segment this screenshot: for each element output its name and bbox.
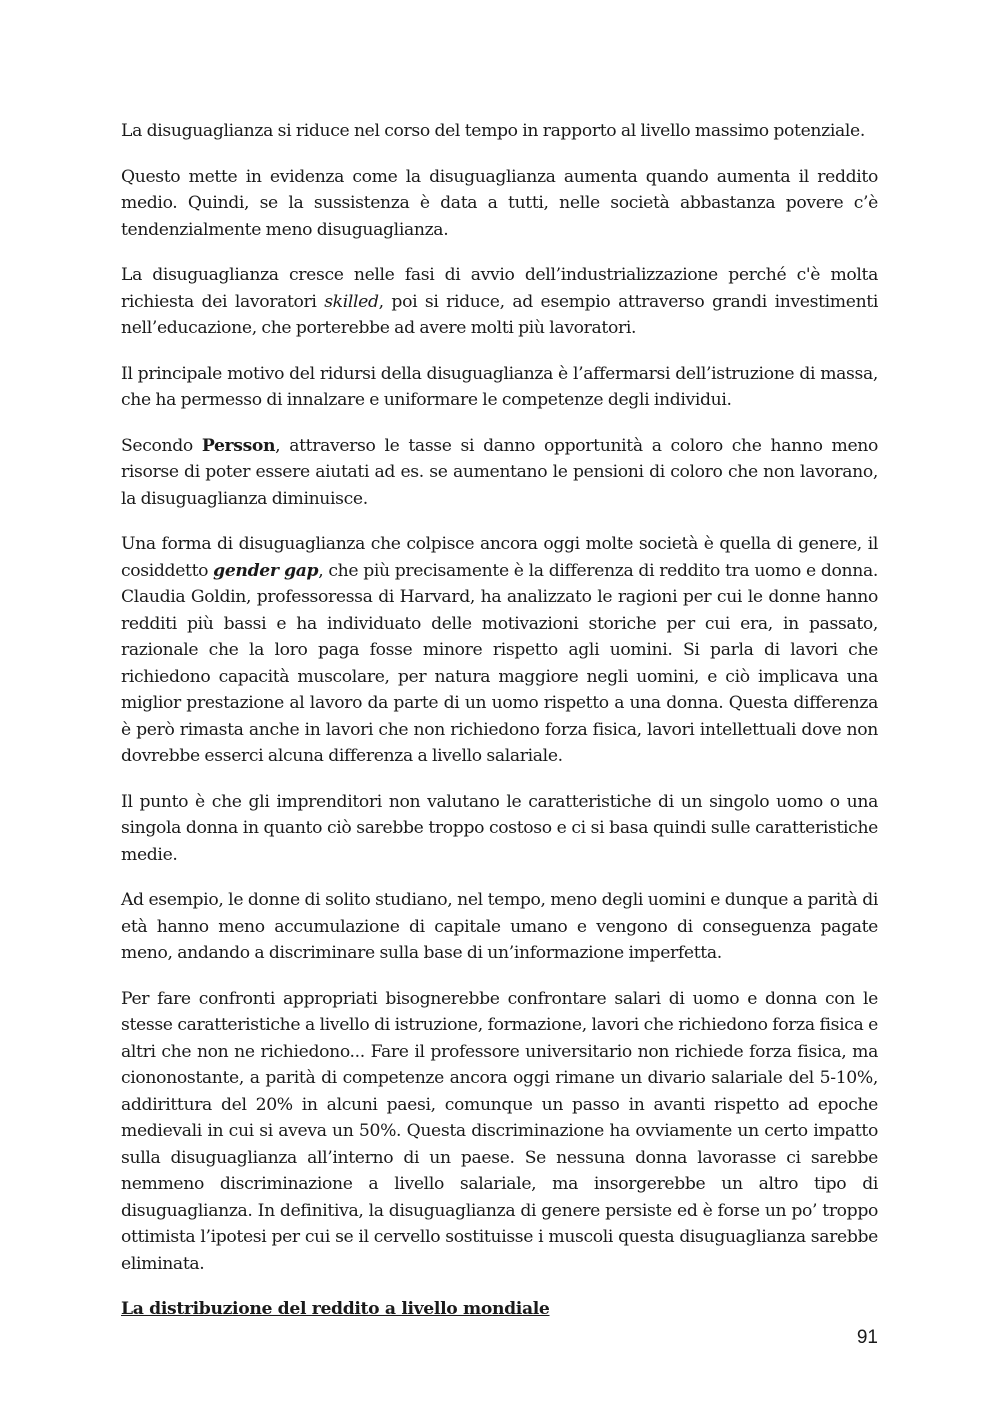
paragraph-5-text-a: Secondo (121, 435, 202, 456)
page-number: 91 (856, 1327, 878, 1348)
paragraph-4: Il principale motivo del ridursi della disuguaglianza è l’affermarsi dell’istruzione di massa, che ha permesso di innalzare e uniformare le competenze degli individui. (121, 363, 878, 410)
paragraph-7: Il punto è che gli imprenditori non valutano le caratteristiche di un singolo uomo o una singola donna in quanto ciò sarebbe troppo costoso e ci si basa quindi sulle caratteristiche medie. (121, 791, 878, 865)
term-skilled: skilled (324, 291, 379, 312)
paragraph-3-text-b: , poi si riduce, ad esempio attraverso grandi investimenti nell’educazione, che porterebbe ad avere molti più lavoratori. (121, 291, 878, 338)
paragraph-6-text-b: , che più precisamente è la differenza di reddito tra uomo e donna. Claudia Goldin, professoressa di Harvard, ha analizzato le ragioni per cui le donne hanno redditi più bassi e ha individuato delle motivazioni storiche per cui era, in passato, razionale che la loro paga fosse minore rispetto agli uomini. Si parla di lavori che richiedono capacità muscolare, per natura maggiore negli uomini, e ciò implicava una miglior prestazione al lavoro da parte di un uomo rispetto a una donna. Questa differenza è però rimasta anche in lavori che non richiedono forza fisica, lavori intellettuali dove non dovrebbe esserci alcuna differenza a livello salariale. (121, 560, 878, 766)
paragraph-6-text-a: Una forma di disuguaglianza che colpisce ancora oggi molte società è quella di genere, il cosiddetto (121, 534, 878, 581)
document-page (121, 118, 878, 1323)
paragraph-5-text-b: , attraverso le tasse si danno opportunità a coloro che hanno meno risorse di poter essere aiutati ad es. se aumentano le pensioni di coloro che non lavorano, la disuguaglianza diminuisce. (121, 435, 878, 509)
name-persson: Persson (201, 435, 276, 456)
paragraph-3-text-a: La disuguaglianza cresce nelle fasi di avvio dell’industrializzazione perché c'è molta richiesta dei lavoratori (121, 265, 878, 312)
paragraph-6 (121, 531, 878, 770)
paragraph-3 (121, 262, 878, 342)
paragraph-9: Per fare confronti appropriati bisognerebbe confrontare salari di uomo e donna con le stesse caratteristiche a livello di istruzione, formazione, lavori che richiedono forza fisica e altri che non ne richiedono... Fare il professore universitario non richiede forza fisica, ma ciononostante, a parità di competenze ancora oggi rimane un divario salariale del 5-10%, addirittura del 20% in alcuni paesi, comunque un passo in avanti rispetto ad epoche medievali in cui si aveva un 50%. Questa discriminazione ha ovviamente un certo impatto sulla disuguaglianza all’interno di un paese. Se nessuna donna lavorasse ci sarebbe nemmeno discriminazione a livello salariale, ma insorgerebbe un altro tipo di disuguaglianza. In definitiva, la disuguaglianza di genere persiste ed è forse un po’ troppo ottimista l’ipotesi per cui se il cervello sostituisse i muscoli questa disuguaglianza sarebbe eliminata. (121, 988, 878, 1274)
section-heading: La distribuzione del reddito a livello mondiale (121, 1299, 550, 1319)
paragraph-1: La disuguaglianza si riduce nel corso del tempo in rapporto al livello massimo potenziale. (121, 121, 865, 141)
paragraph-8: Ad esempio, le donne di solito studiano, nel tempo, meno degli uomini e dunque a parità di età hanno meno accumulazione di capitale umano e vengono di conseguenza pagate meno, andando a discriminare sulla base di un’informazione imperfetta. (121, 890, 878, 963)
term-gender-gap: gender gap (213, 560, 319, 581)
paragraph-5 (121, 433, 878, 513)
paragraph-2: Questo mette in evidenza come la disuguaglianza aumenta quando aumenta il reddito medio. Quindi, se la sussistenza è data a tutti, nelle società abbastanza povere c’è tendenzialmente meno disuguaglianza. (121, 166, 878, 240)
